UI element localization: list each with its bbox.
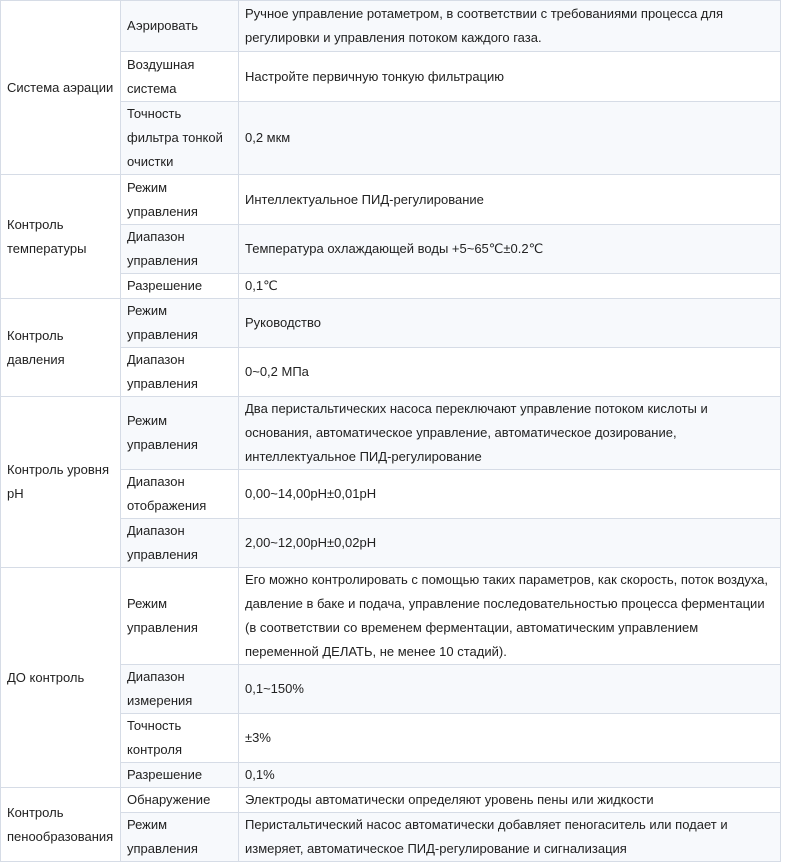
param-label: Режим управления: [121, 299, 239, 348]
param-value: 0~0,2 МПа: [239, 348, 781, 397]
param-label: Обнаружение: [121, 788, 239, 813]
param-label: Режим управления: [121, 397, 239, 470]
group-label: Контроль пенообразования: [1, 788, 121, 862]
param-value: Руководство: [239, 299, 781, 348]
param-value: 0,1℃: [239, 274, 781, 299]
param-value: Два перистальтических насоса переключают управление потоком кислоты и основания, автоматическое управление, автоматическое дозирование, интеллектуальное ПИД-регулирование: [239, 397, 781, 470]
param-label: Точность контроля: [121, 714, 239, 763]
group-label: ДО контроль: [1, 568, 121, 788]
param-label: Диапазон управления: [121, 519, 239, 568]
param-label: Режим управления: [121, 813, 239, 862]
param-label: Диапазон управления: [121, 225, 239, 274]
param-label: Аэрировать: [121, 1, 239, 52]
param-value: Его можно контролировать с помощью таких параметров, как скорость, поток воздуха, давление в баке и подача, управление последовательностью процесса ферментации (в соответствии со временем ферментации, автоматическим управлением переменной ДЕЛАТЬ, не менее 10 стадий).: [239, 568, 781, 665]
param-value: 2,00~12,00pH±0,02pH: [239, 519, 781, 568]
param-value: Интеллектуальное ПИД-регулирование: [239, 175, 781, 225]
param-label: Диапазон отображения: [121, 470, 239, 519]
group-label: Контроль уровня pH: [1, 397, 121, 568]
param-value: Настройте первичную тонкую фильтрацию: [239, 52, 781, 102]
param-value: 0,2 мкм: [239, 102, 781, 175]
param-label: Воздушная система: [121, 52, 239, 102]
group-label: Контроль давления: [1, 299, 121, 397]
param-label: Диапазон управления: [121, 348, 239, 397]
param-label: Режим управления: [121, 568, 239, 665]
param-value: 0,00~14,00pH±0,01pH: [239, 470, 781, 519]
param-label: Разрешение: [121, 274, 239, 299]
param-value: Температура охлаждающей воды +5~65℃±0.2℃: [239, 225, 781, 274]
param-value: ±3%: [239, 714, 781, 763]
param-label: Разрешение: [121, 763, 239, 788]
param-value: 0,1%: [239, 763, 781, 788]
param-value: Перистальтический насос автоматически добавляет пеногаситель или подает и измеряет, автоматическое ПИД-регулирование и сигнализация: [239, 813, 781, 862]
group-label: Система аэрации: [1, 1, 121, 175]
group-label: Контроль температуры: [1, 175, 121, 299]
param-label: Режим управления: [121, 175, 239, 225]
param-value: Электроды автоматически определяют уровень пены или жидкости: [239, 788, 781, 813]
param-value: 0,1~150%: [239, 665, 781, 714]
param-label: Точность фильтра тонкой очистки: [121, 102, 239, 175]
param-label: Диапазон измерения: [121, 665, 239, 714]
param-value: Ручное управление ротаметром, в соответствии с требованиями процесса для регулировки и управления потоком каждого газа.: [239, 1, 781, 52]
